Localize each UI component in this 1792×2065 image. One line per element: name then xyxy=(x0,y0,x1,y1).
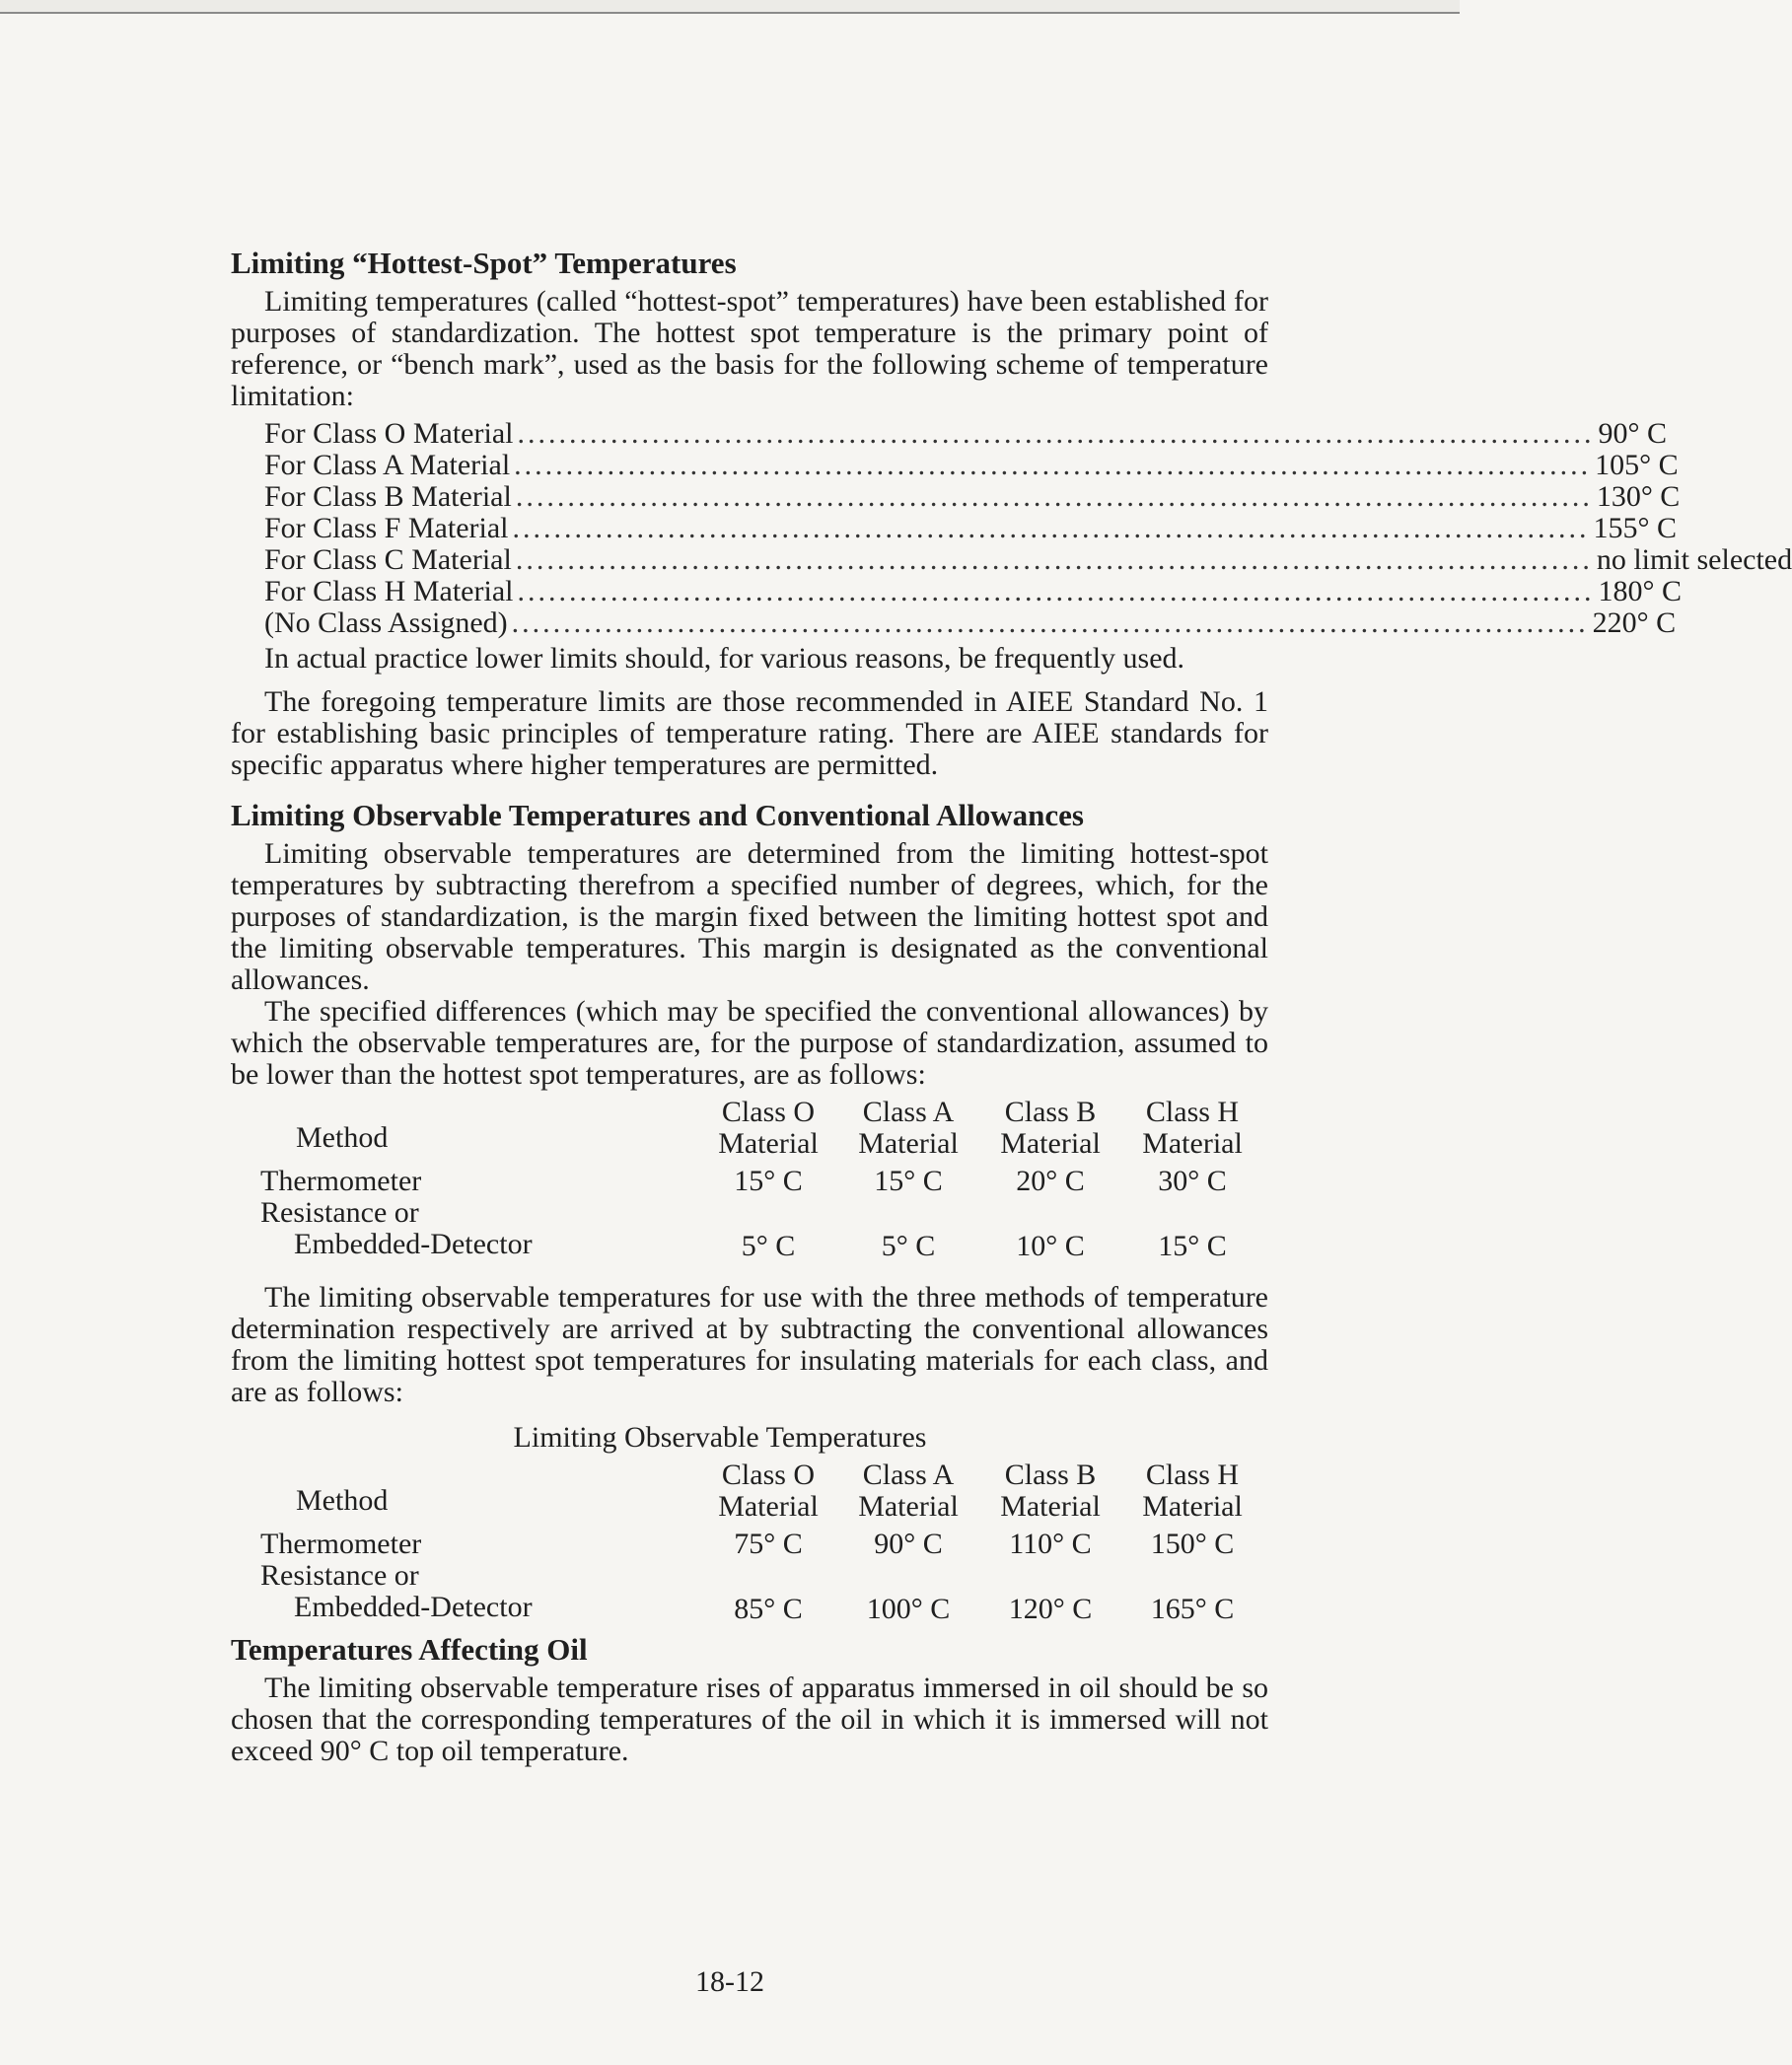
table-cell: 85° C xyxy=(734,1593,803,1625)
leader-dots: ........................................................................................................ xyxy=(511,606,1589,639)
table-cell: 90° C xyxy=(874,1528,943,1560)
method-column-header: Method xyxy=(296,1121,389,1154)
limit-value: 130° C xyxy=(1596,480,1681,513)
table-cell: 165° C xyxy=(1150,1593,1235,1625)
leader-dots: ........................................................................................................ xyxy=(517,575,1595,607)
page-number: 18-12 xyxy=(695,1965,764,1998)
hottest-spot-intro: Limiting temperatures (called “hottest-spot” temperatures) have been established for purposes of standardization. The hottest spot temperature is the primary point of reference, or “bench mark”, used as the basis for the following scheme of temperature limitation: xyxy=(231,285,1268,412)
table-cell: 120° C xyxy=(1008,1593,1093,1625)
observable-paragraph-3: The limiting observable temperatures for use with the three methods of temperature determination respectively are arrived at by subtracting the conventional allowances from the limiting hottest spot temperatures for insulating materials for each class, and are as follows: xyxy=(231,1281,1268,1408)
limit-label: For Class C Material xyxy=(264,543,512,576)
column-header-line: Material xyxy=(1142,1490,1243,1523)
limit-row xyxy=(264,417,1667,450)
aiee-standard-paragraph: The foregoing temperature limits are those recommended in AIEE Standard No. 1 for establishing basic principles of temperature rating. There are AIEE standards for specific apparatus where higher temperatures are permitted. xyxy=(231,685,1268,781)
column-header-line: Class O xyxy=(721,1459,816,1491)
class-limits-list xyxy=(264,417,1792,639)
row-label-resistance: Resistance or xyxy=(260,1196,419,1229)
limit-row xyxy=(264,575,1682,607)
column-header-line: Class H xyxy=(1145,1459,1240,1491)
table-cell: 5° C xyxy=(881,1230,936,1262)
column-header-class-a xyxy=(834,1097,982,1160)
observable-paragraph-2: The specified differences (which may be specified the conventional allowances) by which the observable temperatures are, for the purpose of standardization, assumed to be lower than the hottest spot temperatures, are as follows: xyxy=(231,995,1268,1091)
row-label-embedded-detector: Embedded-Detector xyxy=(294,1228,533,1260)
column-header-line: Material xyxy=(1000,1490,1101,1523)
limit-label: For Class O Material xyxy=(264,417,514,450)
leader-dots: ........................................................................................................ xyxy=(512,512,1590,544)
column-header-line: Material xyxy=(858,1127,959,1160)
limit-label: (No Class Assigned) xyxy=(264,606,508,639)
table-cell: 150° C xyxy=(1150,1528,1235,1560)
limit-value: 90° C xyxy=(1598,417,1667,450)
column-header-class-b xyxy=(976,1097,1124,1160)
column-header-line: Class B xyxy=(1004,1459,1097,1491)
table-cell: 110° C xyxy=(1009,1528,1092,1560)
limit-row xyxy=(264,512,1678,544)
leader-dots: ........................................................................................................ xyxy=(514,449,1592,481)
method-column-header: Method xyxy=(296,1484,389,1517)
table-cell: 100° C xyxy=(866,1593,951,1625)
limit-value: 105° C xyxy=(1595,449,1679,481)
column-header-line: Class O xyxy=(721,1096,816,1128)
limit-row xyxy=(264,543,1792,576)
limit-label: For Class A Material xyxy=(264,449,511,481)
column-header-line: Material xyxy=(718,1490,819,1523)
column-header-class-b xyxy=(976,1460,1124,1523)
leader-dots: ........................................................................................................ xyxy=(515,543,1593,576)
table-cell: 15° C xyxy=(1158,1230,1227,1262)
limit-label: For Class H Material xyxy=(264,575,514,607)
table-cell: 20° C xyxy=(1016,1165,1085,1197)
column-header-line: Material xyxy=(858,1490,959,1523)
limit-label: For Class F Material xyxy=(264,512,509,544)
row-label-thermometer: Thermometer xyxy=(260,1528,422,1560)
observable-paragraph-1: Limiting observable temperatures are determined from the limiting hottest-spot temperatures by subtracting therefrom a specified number of degrees, which, for the purposes of standardization, is the margin fixed between the limiting hottest spot and the limiting observable temperatures. This margin is designated as the conventional allowances. xyxy=(231,837,1268,996)
column-header-line: Class B xyxy=(1004,1096,1097,1128)
limit-label: For Class B Material xyxy=(264,480,512,513)
table-cell: 30° C xyxy=(1158,1165,1227,1197)
table-cell: 10° C xyxy=(1016,1230,1085,1262)
table-cell: 5° C xyxy=(741,1230,796,1262)
limit-value: 220° C xyxy=(1592,606,1677,639)
column-header-class-o xyxy=(694,1460,842,1523)
row-label-thermometer: Thermometer xyxy=(260,1165,422,1197)
table-cell: 75° C xyxy=(734,1528,803,1560)
table-caption: Limiting Observable Temperatures xyxy=(513,1421,927,1454)
leader-dots: ........................................................................................................ xyxy=(515,480,1593,513)
section-heading-hottest-spot: Limiting “Hottest-Spot” Temperatures xyxy=(231,246,737,280)
row-label-embedded-detector: Embedded-Detector xyxy=(294,1591,533,1623)
column-header-line: Class A xyxy=(862,1459,955,1491)
conventional-allowances-table xyxy=(231,1097,1268,1270)
column-header-line: Material xyxy=(1142,1127,1243,1160)
column-header-class-a xyxy=(834,1460,982,1523)
top-border xyxy=(0,0,1460,14)
limit-row xyxy=(264,480,1681,513)
leader-dots: ........................................................................................................ xyxy=(517,417,1595,450)
limit-value: no limit selected xyxy=(1596,543,1792,576)
page-body xyxy=(231,246,1792,1767)
section-heading-oil: Temperatures Affecting Oil xyxy=(231,1632,588,1667)
row-label-resistance: Resistance or xyxy=(260,1559,419,1592)
column-header-line: Class H xyxy=(1145,1096,1240,1128)
column-header-line: Material xyxy=(718,1127,819,1160)
limit-value: 180° C xyxy=(1598,575,1682,607)
practice-paragraph: In actual practice lower limits should, for various reasons, be frequently used. xyxy=(264,642,1185,675)
section-heading-observable: Limiting Observable Temperatures and Conventional Allowances xyxy=(231,798,1084,832)
limiting-observable-table xyxy=(231,1460,1268,1633)
table-cell: 15° C xyxy=(734,1165,803,1197)
column-header-class-h xyxy=(1118,1460,1266,1523)
column-header-line: Material xyxy=(1000,1127,1101,1160)
table-cell: 15° C xyxy=(874,1165,943,1197)
limit-row xyxy=(264,449,1679,481)
column-header-line: Class A xyxy=(862,1096,955,1128)
limit-value: 155° C xyxy=(1593,512,1678,544)
column-header-class-h xyxy=(1118,1097,1266,1160)
oil-paragraph: The limiting observable temperature rises of apparatus immersed in oil should be so chosen that the corresponding temperatures of the oil in which it is immersed will not exceed 90° C top oil temperature. xyxy=(231,1672,1268,1767)
limit-row xyxy=(264,606,1677,639)
column-header-class-o xyxy=(694,1097,842,1160)
